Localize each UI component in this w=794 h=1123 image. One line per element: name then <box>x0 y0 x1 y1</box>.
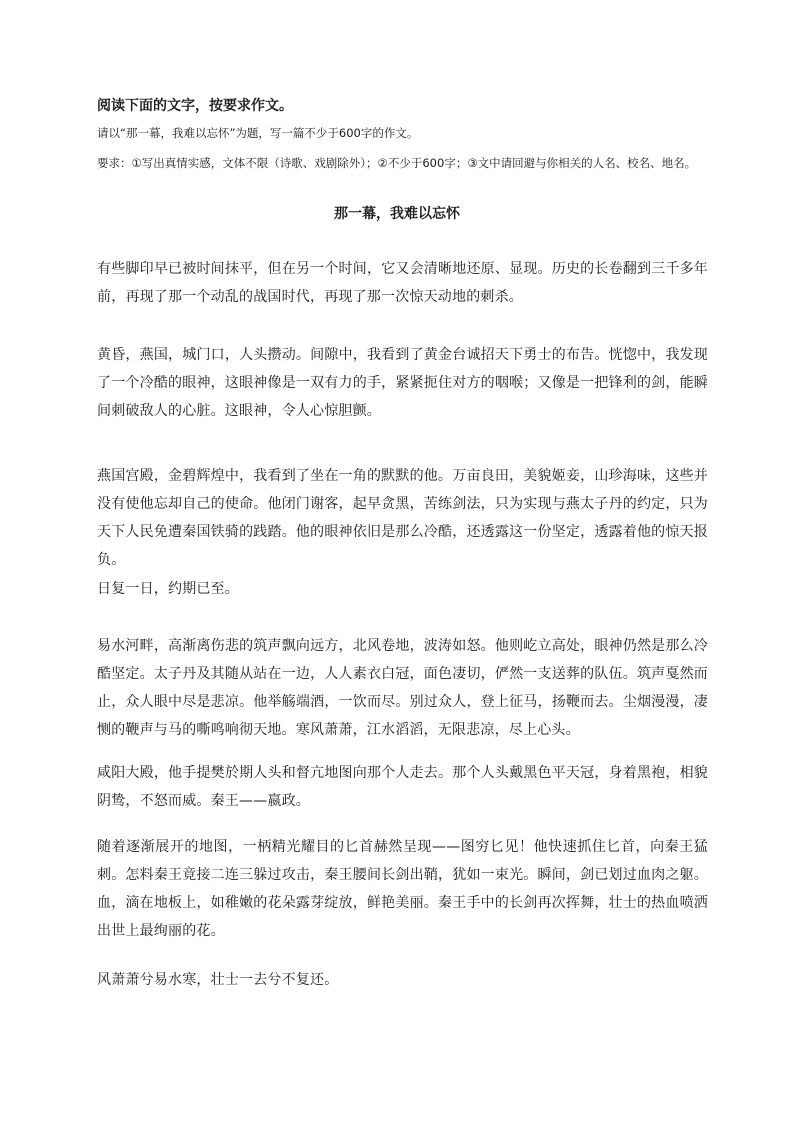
instruction-heading: 阅读下面的文字，按要求作文。 <box>97 98 293 114</box>
essay-paragraph: 有些脚印早已被时间抹平，但在另一个时间，它又会清晰地还原、显现。历史的长卷翻到三千多年前，再现了那一个动乱的战国时代，再现了那一次惊天动地的刺杀。 <box>97 261 708 305</box>
essay-paragraph: 风萧萧兮易水寒，壮士一去兮不复还。 <box>97 972 339 988</box>
essay-title: 那一幕，我难以忘怀 <box>334 206 460 222</box>
instruction-task: 请以“那一幕，我难以忘怀”为题，写一篇不少于600字的作文。 <box>97 126 419 140</box>
essay-paragraph: 易水河畔，高渐离伤悲的筑声飘向远方，北风卷地，波涛如怒。他则屹立高处，眼神仍然是那么冷酷坚定。太子丹及其随从站在一边，人人素衣白冠，面色凄切，俨然一支送葬的队伍。筑声戛然而止，众人眼中尽是悲凉。他举觞端酒，一饮而尽。别过众人，登上征马，扬鞭而去。尘烟漫漫，凄恻的鞭声与马的嘶鸣响彻天地。寒风萧萧，江水滔滔，无限悲凉，尽上心头。 <box>97 638 708 738</box>
essay-paragraph: 日复一日，约期已至。 <box>97 581 239 597</box>
essay-paragraph: 黄昏，燕国，城门口，人头攒动。间隙中，我看到了黄金台诚招天下勇士的布告。恍惚中，我发现了一个冷酷的眼神，这眼神像是一双有力的手，紧紧扼住对方的咽喉；又像是一把锋利的剑，能瞬间刺破敌人的心脏。这眼神，令人心惊胆颤。 <box>97 347 708 419</box>
essay-paragraph: 咸阳大殿，他手提樊於期人头和督亢地图向那个人走去。那个人头戴黑色平天冠，身着黑袍，相貌阴鸷，不怒而威。秦王——嬴政。 <box>97 765 708 809</box>
essay-paragraph: 随着逐渐展开的地图，一柄精光耀目的匕首赫然呈现——图穷匕见！他快速抓住匕首，向秦王猛刺。怎料秦王竟接二连三躲过攻击，秦王腰间长剑出鞘，犹如一束光。瞬间，剑已划过血肉之躯。血，滴在地板上，如稚嫩的花朵露芽绽放，鲜艳美丽。秦王手中的长剑再次挥舞，壮士的热血喷洒出世上最绚丽的花。 <box>97 839 708 939</box>
essay-paragraph: 燕国宫殿，金碧辉煌中，我看到了坐在一角的默默的他。万亩良田，美貌姬妾，山珍海味，这些并没有使他忘却自己的使命。他闭门谢客，起早贪黑，苦练剑法，只为实现与燕太子丹的约定，只为天下人民免遭秦国铁骑的践踏。他的眼神依旧是那么冷酷，还透露这一份坚定，透露着他的惊天报负。 <box>97 468 708 568</box>
instruction-requirements: 要求：①写出真情实感，文体不限（诗歌、戏剧除外）；②不少于600字；③文中请回避与你相关的人名、校名、地名。 <box>97 156 697 170</box>
